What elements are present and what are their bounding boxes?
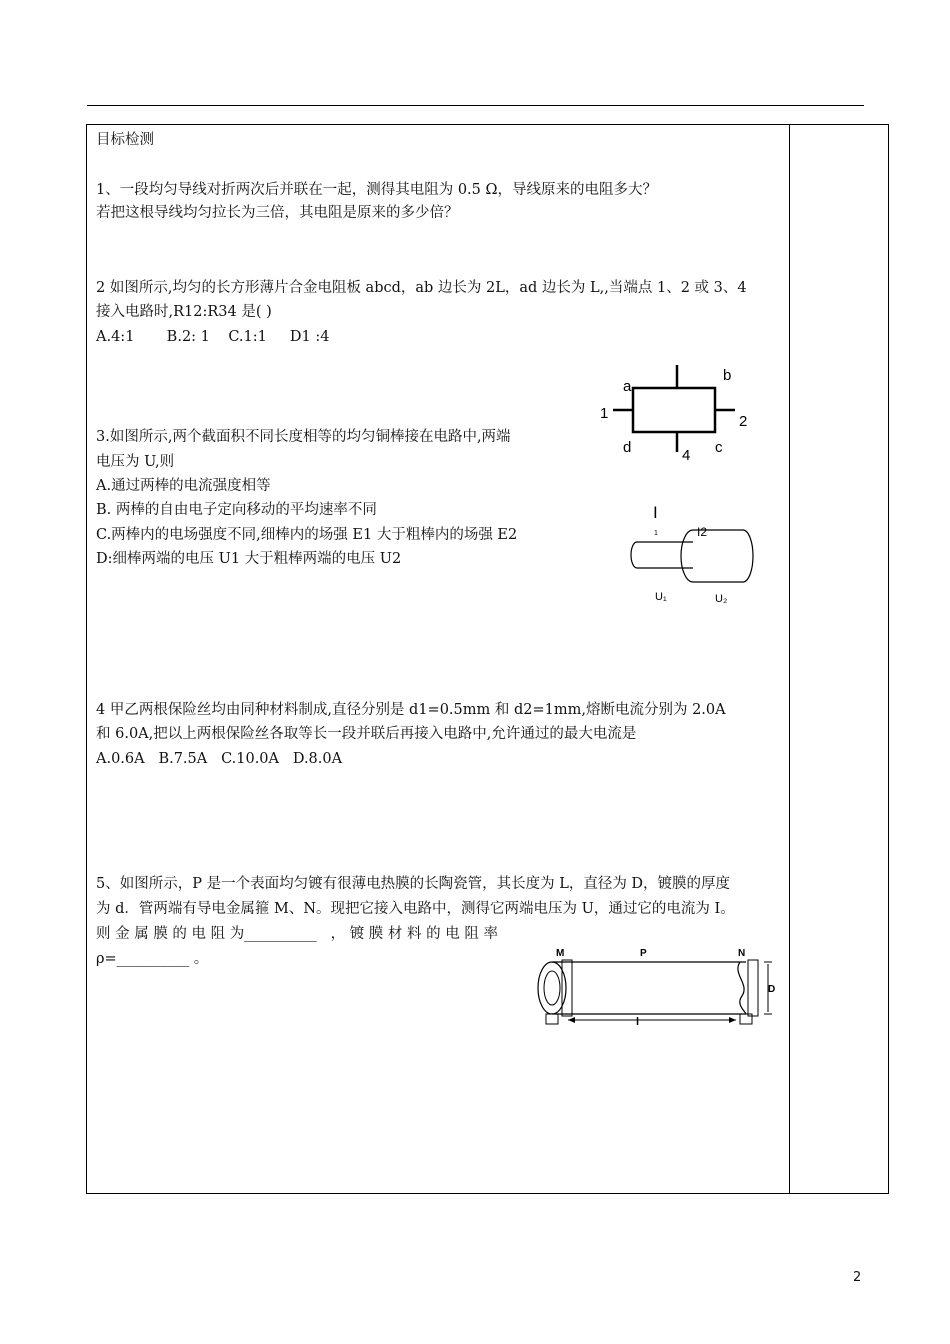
voltage-u1-label: U₁ [655, 591, 667, 603]
length-arrow-right-head [729, 1017, 736, 1023]
current-i-label: I [653, 503, 658, 522]
q1-line1: 1、一段均匀导线对折两次后并联在一起，测得其电阻为 0.5 Ω，导线原来的电阻多大？ [96, 182, 658, 198]
current-i1-subscript: 1 [654, 530, 658, 537]
terminal-4-label: 4 [682, 447, 691, 464]
q5-line2: 为 d．管两端有导电金属箍 M、N。现把它接入电路中，测得它两端电压为 U，通过它的电流为 I。 [96, 901, 735, 917]
plate-rectangle [633, 388, 715, 432]
diameter-d-label: D [768, 984, 776, 995]
page-number: 2 [853, 1270, 862, 1285]
corner-b-label: b [723, 367, 732, 384]
length-arrow-left-head [568, 1017, 575, 1023]
q4-line2: 和 6.0A,把以上两根保险丝各取等长一段并联后再接入电路中,允许通过的最大电流是 [96, 726, 637, 742]
q2-line1: 2 如图所示,均匀的长方形薄片合金电阻板 abcd，ab 边长为 2L，ad 边长为 L,,当端点 1、2 或 3、4 [96, 280, 747, 296]
q4-options: A.0.6A B.7.5A C.10.0A D.8.0A [96, 751, 343, 767]
q3-option-d: D:细棒两端的电压 U1 大于粗棒两端的电压 U2 [96, 551, 402, 567]
tube-break-line [738, 962, 746, 1014]
q2-options: A.4:1 B.2: 1 C.1:1 D1 :4 [96, 329, 330, 345]
q3-option-b: B. 两棒的自由电子定向移动的平均速率不同 [96, 502, 377, 518]
q2-line2: 接入电路时,R12:R34 是( ) [96, 304, 272, 320]
length-l-label: l [636, 1016, 640, 1028]
q2-resistor-plate-figure [595, 360, 765, 470]
q3-option-c: C.两棒内的电场强度不同,细棒内的场强 E1 大于粗棒内的场强 E2 [96, 527, 518, 543]
hoop-n [748, 960, 758, 1016]
terminal-m-tab [546, 1014, 558, 1024]
terminal-1-label: 1 [600, 405, 609, 422]
q5-line1: 5、如图所示，P 是一个表面均匀镀有很薄电热膜的长陶瓷管，其长度为 L，直径为 D，镀膜的厚度 [96, 876, 731, 892]
hoop-n-label: N [738, 948, 746, 959]
q4-line1: 4 甲乙两根保险丝均由同种材料制成,直径分别是 d1=0.5mm 和 d2=1mm,熔断电流分别为 2.0A [96, 702, 726, 718]
voltage-u2-label: U₂ [715, 593, 728, 605]
tube-left-end-inner [544, 971, 560, 1005]
q5-line4: ρ=__________ 。 [96, 951, 209, 967]
header-rule [87, 105, 864, 106]
tube-p-label: P [640, 948, 647, 959]
corner-a-label: a [623, 378, 632, 395]
q3-line1: 3.如图所示,两个截面积不同长度相等的均匀铜棒接在电路中,两端 [96, 429, 511, 445]
corner-d-label: d [623, 439, 632, 456]
current-i2-label: I2 [697, 525, 708, 539]
hoop-m-label: M [556, 948, 565, 959]
terminal-2-label: 2 [739, 413, 748, 430]
q5-line3: 则 金 属 膜 的 电 阻 为__________ ， 镀 膜 材 料 的 电 阻 率 [96, 926, 498, 942]
hoop-m [562, 960, 572, 1016]
q3-line2: 电压为 U,则 [96, 454, 175, 470]
section-title: 目标检测 [96, 132, 154, 148]
corner-c-label: c [715, 439, 723, 456]
thin-rod [631, 542, 693, 568]
thick-rod [681, 530, 753, 582]
q3-option-a: A.通过两棒的电流强度相等 [96, 478, 271, 494]
q1-line2: 若把这根导线均匀拉长为三倍，其电阻是原来的多少倍？ [96, 205, 459, 221]
q5-ceramic-tube-figure [530, 940, 790, 1035]
q3-copper-rods-figure [625, 500, 765, 610]
